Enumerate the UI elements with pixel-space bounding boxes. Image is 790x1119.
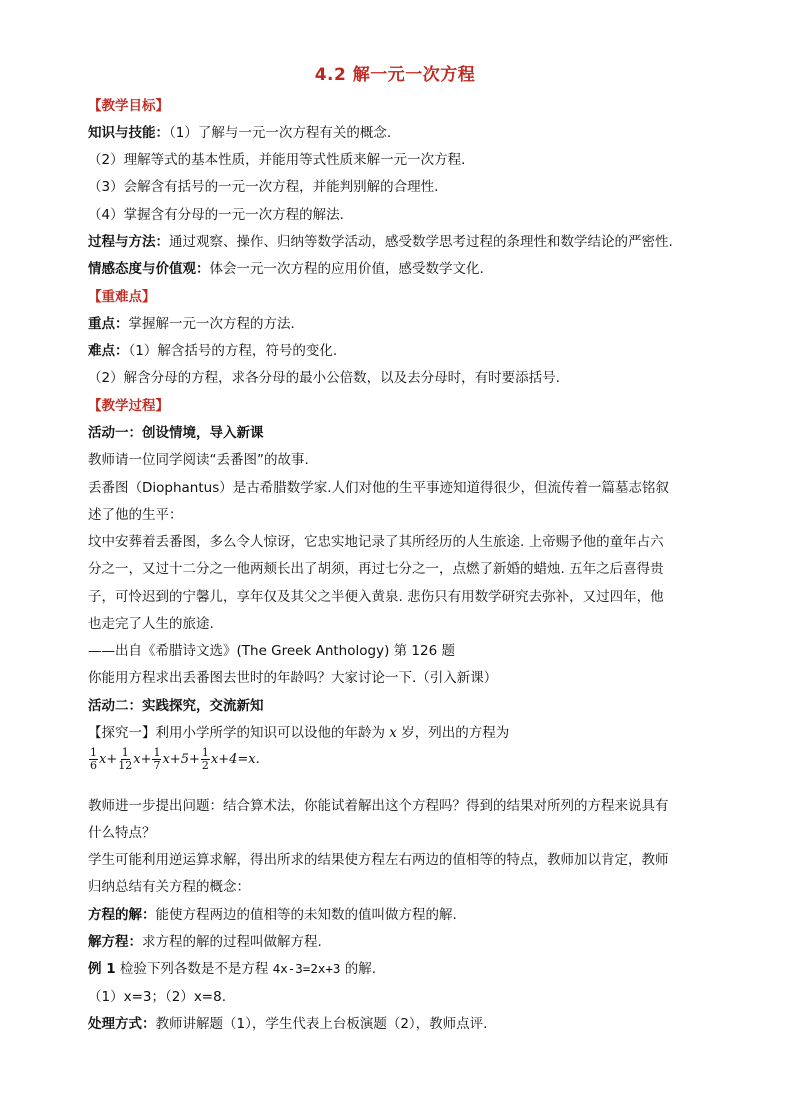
method-line	[88, 1013, 718, 1035]
fraction-1-6: $\frac{1}{6}$	[90, 746, 97, 772]
key-text-1: 掌握解一元一次方程的方法.	[128, 316, 295, 332]
goal-label-knowledge: 知识与技能：	[88, 125, 169, 141]
goal-label-process: 过程与方法：	[88, 234, 169, 250]
question-line-2: 什么特点？	[88, 825, 156, 841]
example-1-options: （1）x=3；（2）x=8.	[88, 989, 226, 1005]
goal-line-3: （3）会解含有括号的一元一次方程，并能判别解的合理性.	[88, 179, 439, 195]
process-line-5: 分之一，又过十二分之一他两颊长出了胡须，再过七分之一，点燃了新婚的蜡烛. 五年之后喜得贵	[88, 561, 664, 577]
activity-1-heading: 活动一：创设情境，导入新课	[88, 425, 264, 441]
section-heading-process: 【教学过程】	[88, 398, 169, 414]
process-line-4: 坟中安葬着丢番图，多么令人惊讶，它忠实地记录了其所经历的人生旅途. 上帝赐予他的童年占六	[88, 534, 664, 550]
goal-line-1	[88, 122, 718, 144]
method-label: 处理方式：	[88, 1016, 156, 1032]
equation-term-3: x+5+	[162, 752, 200, 767]
definition-solution-text: 能使方程两边的值相等的未知数的值叫做方程的解.	[155, 907, 457, 923]
question-line-1: 教师进一步提出问题：结合算术法，你能试着解出这个方程吗？得到的结果对所列的方程来说具有	[88, 798, 669, 814]
method-text: 教师讲解题（1），学生代表上台板演题（2），教师点评.	[155, 1016, 488, 1032]
process-line-1: 教师请一位同学阅读“丢番图”的故事.	[88, 452, 309, 468]
explore-1-label: 【探究一】	[88, 725, 156, 741]
key-line-3: （2）解含分母的方程，求各分母的最小公倍数，以及去分母时，有时要添括号.	[88, 370, 560, 386]
goal-line-5	[88, 231, 718, 253]
key-label-difficulty: 难点：	[88, 343, 129, 359]
fraction-1-12: $\frac{1}{12}$	[118, 746, 133, 772]
definition-solving-label: 解方程：	[88, 934, 142, 950]
example-1-text-b: 的解.	[340, 961, 377, 977]
key-text-2: （1）解含括号的方程，符号的变化.	[128, 343, 338, 359]
explore-1-variable: x	[389, 725, 397, 741]
section-heading-goals: 【教学目标】	[88, 98, 169, 114]
question-line-4: 归纳总结有关方程的概念：	[88, 879, 250, 895]
process-line-2: 丢番图（Diophantus）是古希腊数学家.人们对他的生平事迹知道得很少，但流传着一篇墓志铭叙	[88, 480, 670, 496]
goal-text-6: 体会一元一次方程的应用价值，感受数学文化.	[209, 261, 484, 277]
citation-line: ——出自《希腊诗文选》(The Greek Anthology) 第 126 题	[88, 643, 455, 659]
activity-2-heading: 活动二：实践探究，交流新知	[88, 698, 264, 714]
equation-term-4: x+4=x.	[210, 752, 260, 767]
key-label-focus: 重点：	[88, 316, 129, 332]
definition-solution	[88, 904, 718, 926]
fraction-1-7: $\frac{1}{7}$	[153, 746, 161, 772]
example-1-line	[88, 958, 718, 980]
process-line-6: 子，可怜迟到的宁馨儿，享年仅及其父之半便入黄泉. 悲伤只有用数学研究去弥补，又过四年，他	[88, 589, 664, 605]
definition-solving-text: 求方程的解的过程叫做解方程.	[142, 934, 322, 950]
equation-term-1: x+	[99, 752, 118, 767]
goal-line-6	[88, 258, 718, 280]
process-line-9: 你能用方程求出丢番图去世时的年龄吗？大家讨论一下.（引入新课）	[88, 670, 498, 686]
explore-1-text-a: 利用小学所学的知识可以设他的年龄为	[155, 725, 390, 741]
key-line-1	[88, 313, 718, 335]
definition-solution-label: 方程的解：	[88, 907, 156, 923]
example-1-equation: 4x-3=2x+3	[272, 961, 341, 976]
goal-label-attitude: 情感态度与价值观：	[88, 261, 210, 277]
goal-line-4: （4）掌握含有分母的一元一次方程的解法.	[88, 207, 344, 223]
explore-1-text-b: 岁，列出的方程为	[396, 725, 510, 741]
page-title: 4.2 解一元一次方程	[314, 65, 476, 85]
diophantus-equation	[88, 747, 260, 772]
goal-text-1: （1）了解与一元一次方程有关的概念.	[169, 125, 392, 141]
goal-text-5: 通过观察、操作、归纳等数学活动，感受数学思考过程的条理性和数学结论的严密性.	[169, 234, 673, 250]
goal-line-2: （2）理解等式的基本性质，并能用等式性质来解一元一次方程.	[88, 152, 466, 168]
process-line-3: 述了他的生平：	[88, 507, 183, 523]
example-1-label: 例 1	[88, 961, 116, 977]
key-line-2	[88, 340, 718, 362]
definition-solving	[88, 931, 718, 953]
process-line-7: 也走完了人生的旅途.	[88, 616, 214, 632]
equation-term-2: x+	[133, 752, 152, 767]
example-1-text-a: 检验下列各数是不是方程	[115, 961, 273, 977]
question-line-3: 学生可能利用逆运算求解，得出所求的结果使方程左右两边的值相等的特点，教师加以肯定，教师	[88, 852, 669, 868]
explore-1-line	[88, 722, 718, 744]
fraction-1-2: $\frac{1}{2}$	[201, 746, 209, 772]
section-heading-key: 【重难点】	[88, 289, 156, 305]
